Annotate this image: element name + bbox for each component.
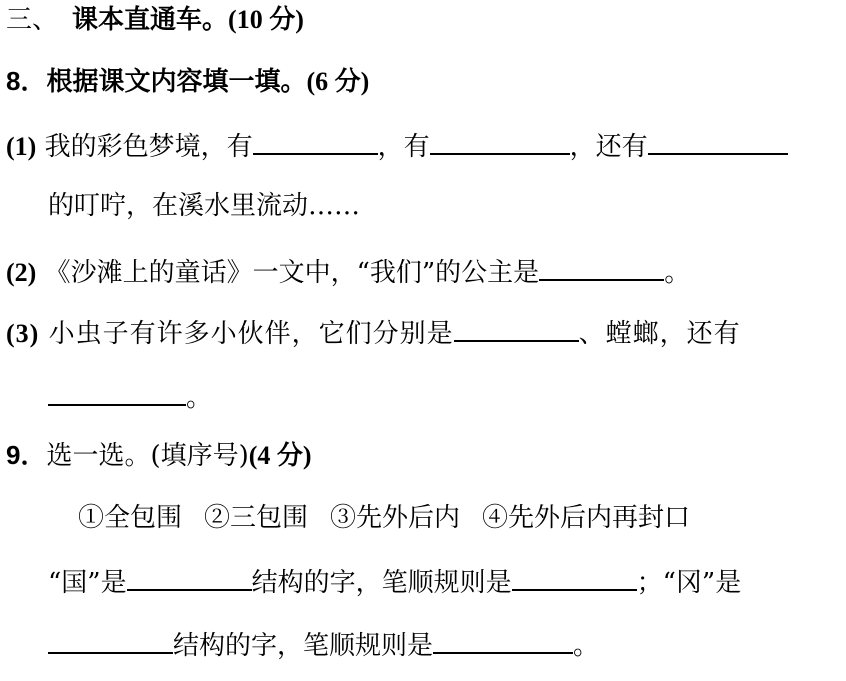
q8-p1-text-b: ，有	[377, 132, 430, 162]
answer-blank[interactable]	[512, 563, 637, 591]
q9-points: (4 分)	[248, 441, 312, 470]
answer-blank[interactable]	[253, 127, 378, 155]
answer-blank[interactable]	[648, 127, 788, 155]
q8-prompt: 根据课文内容填一填。	[46, 67, 307, 97]
answer-blank[interactable]	[430, 127, 570, 155]
answer-blank[interactable]	[539, 253, 664, 281]
section-prefix: 三、	[6, 5, 59, 35]
q8-p1-text-d: 的叮咛，在溪水里流动……	[48, 191, 361, 221]
q8-part3-line1	[6, 314, 741, 348]
q8-points: (6 分)	[306, 67, 370, 96]
q9-l2-text-b: 。	[573, 631, 600, 661]
q9-prompt: 选一选。(填序号)	[46, 441, 249, 471]
section-points: (10 分)	[228, 5, 304, 34]
section-title: 课本直通车。	[72, 5, 229, 35]
q8-header	[6, 64, 369, 98]
answer-blank[interactable]	[433, 626, 573, 654]
q9-l1-text-b: 结构的字，笔顺规则是	[251, 568, 512, 598]
q9-number: 9．	[6, 440, 47, 470]
q9-l2-text-a: 结构的字，笔顺规则是	[173, 631, 434, 661]
q8-p2-label: (2)	[6, 258, 37, 287]
q8-p1-label: (1)	[6, 132, 37, 161]
q9-l1-text-c: ；“冈”是	[636, 568, 742, 598]
q8-p2-text-a: 《沙滩上的童话》一文中，“我们”的公主是	[44, 258, 540, 288]
q8-part3-line2	[48, 378, 212, 412]
answer-blank[interactable]	[127, 563, 252, 591]
q9-line2	[48, 626, 599, 660]
q9-options	[78, 501, 690, 535]
q8-p3-text-a: 小虫子有许多小伙伴，它们分别是	[48, 319, 454, 349]
answer-blank[interactable]	[454, 314, 579, 342]
q8-part2	[6, 253, 690, 287]
q8-part1-line2	[48, 189, 360, 223]
q8-p1-text-c: ，还有	[569, 132, 648, 162]
q9-l1-text-a: “国”是	[48, 568, 127, 598]
q9-option: ③先外后内	[330, 503, 461, 533]
q8-p2-text-b: 。	[664, 258, 691, 288]
q8-part1-line1	[6, 127, 788, 161]
q9-option: ④先外后内再封口	[482, 503, 691, 533]
section-header	[6, 3, 304, 37]
q8-number: 8．	[6, 66, 47, 96]
answer-blank[interactable]	[48, 626, 173, 654]
q8-p3-text-c: 。	[186, 383, 213, 413]
q8-p3-text-b: 、螳螂，还有	[578, 319, 741, 349]
q9-option: ②三包围	[204, 503, 309, 533]
q9-line1	[48, 563, 741, 597]
q9-header	[6, 438, 312, 472]
answer-blank[interactable]	[48, 378, 186, 406]
q8-p3-label: (3)	[6, 319, 40, 348]
q9-option: ①全包围	[78, 503, 183, 533]
q8-p1-text-a: 我的彩色梦境，有	[44, 132, 253, 162]
